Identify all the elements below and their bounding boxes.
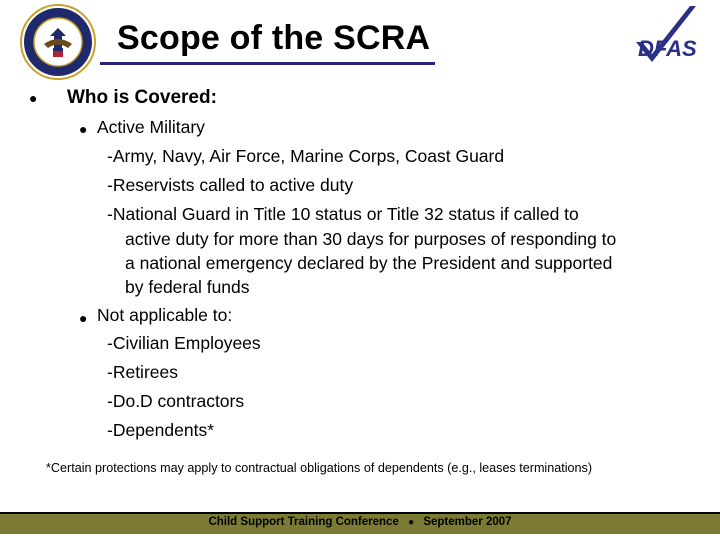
title-underline <box>100 62 435 65</box>
footer-separator: ● <box>408 517 415 528</box>
list-item-continued: a national emergency declared by the President and supported <box>125 253 613 273</box>
list-item: -Army, Navy, Air Force, Marine Corps, Coast Guard <box>107 146 505 166</box>
list-item-continued: by federal funds <box>125 277 250 297</box>
footnote: *Certain protections may apply to contractual obligations of dependents (e.g., leases terminations) <box>46 461 593 475</box>
section-bullet: ● <box>79 121 88 137</box>
section-label-active-military: Active Military <box>97 117 205 137</box>
list-item: -Retirees <box>107 362 178 382</box>
list-item: -Reservists called to active duty <box>107 175 354 195</box>
who-is-covered-heading: Who is Covered: <box>67 87 217 108</box>
slide-title: Scope of the SCRA <box>117 19 431 57</box>
heading-bullet: ● <box>29 90 38 106</box>
list-item: -Civilian Employees <box>107 333 261 353</box>
svg-text:DFAS: DFAS <box>638 36 697 61</box>
dod-seal-icon <box>20 4 96 80</box>
list-item: -Dependents* <box>107 420 215 440</box>
list-item: -Do.D contractors <box>107 391 245 411</box>
section-label-not-applicable: Not applicable to: <box>97 305 233 325</box>
footer-conference: Child Support Training Conference <box>208 516 399 528</box>
list-item: -National Guard in Title 10 status or Title 32 status if called to <box>107 204 579 224</box>
footer-date: September 2007 <box>423 516 512 528</box>
footer-text <box>0 516 720 528</box>
section-bullet: ● <box>79 310 88 326</box>
dfas-logo-icon <box>632 4 700 76</box>
footer-bar <box>0 512 720 534</box>
list-item-continued: active duty for more than 30 days for purposes of responding to <box>125 229 617 249</box>
